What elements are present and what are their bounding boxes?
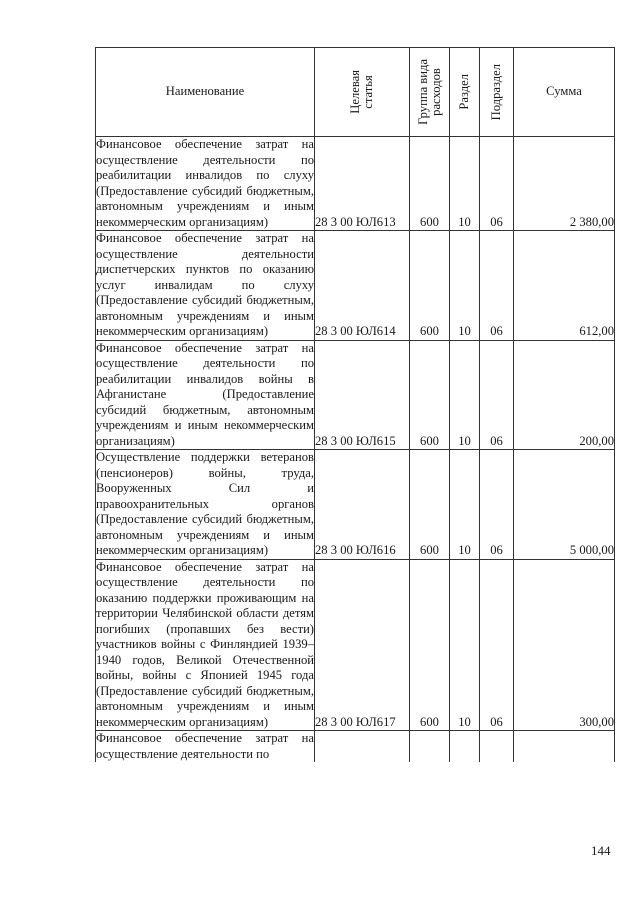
row-expense-group: 600 [410,231,450,341]
row-target-code: 28 3 00 ЮЛ617 [315,559,410,731]
table-row [96,137,615,231]
row-subsection: 06 [480,559,514,731]
row-expense-group: 600 [410,340,450,450]
row-expense-group: 600 [410,137,450,231]
table-row [96,340,615,450]
header-name: Наименование [96,48,315,137]
table-row [96,450,615,560]
row-section: 10 [450,137,480,231]
row-target-code: 28 3 00 ЮЛ614 [315,231,410,341]
row-name: Финансовое обеспечение затрат на осуществление деятельности по реабилитации инвалидов войны в Афганистане (Предоставление субсидий бюджетным, автономным учреждениям и иным некоммерческим организациям) [96,340,314,448]
row-subsection: 06 [480,340,514,450]
row-name: Финансовое обеспечение затрат на осуществление деятельности по [96,731,314,761]
row-subsection [480,731,514,763]
row-target-code: 28 3 00 ЮЛ615 [315,340,410,450]
row-expense-group: 600 [410,450,450,560]
row-subsection: 06 [480,137,514,231]
row-section: 10 [450,231,480,341]
row-sum [514,731,615,763]
header-section-cell [450,48,480,137]
budget-table [95,47,615,762]
row-name: Осуществление поддержки ветеранов (пенсионеров) войны, труда, Вооруженных Сил и правоохранительных органов (Предоставление субсидий бюджетным, автономным учреждениям и иным некоммерческим организациям) [96,450,314,557]
row-section: 10 [450,340,480,450]
row-target-code: 28 3 00 ЮЛ613 [315,137,410,231]
row-section: 10 [450,450,480,560]
table-row [96,231,615,341]
row-section [450,731,480,763]
row-sum: 2 380,00 [514,137,615,231]
header-subsection: Подраздел [489,63,503,121]
table-row [96,559,615,731]
header-expense-group-cell [410,48,450,137]
header-target-cell [315,48,410,137]
header-expense-group: Группа вида расходов [415,59,443,125]
row-subsection: 06 [480,231,514,341]
row-name: Финансовое обеспечение затрат на осуществление деятельности диспетчерских пунктов по оказанию услуг инвалидам по слуху (Предоставление субсидий бюджетным, автономным учреждениям и иным некоммерческим организациям) [96,231,314,338]
row-section: 10 [450,559,480,731]
row-target-code [315,731,410,763]
row-target-code: 28 3 00 ЮЛ616 [315,450,410,560]
header-sum: Сумма [514,48,615,137]
page-number: 144 [591,843,611,858]
row-name: Финансовое обеспечение затрат на осуществление деятельности по реабилитации инвалидов по слуху (Предоставление субсидий бюджетным, автономным учреждениям и иным некоммерческим организациям) [96,137,314,229]
header-subsection-cell [480,48,514,137]
row-sum: 612,00 [514,231,615,341]
table-header-row [96,48,615,137]
row-subsection: 06 [480,450,514,560]
row-sum: 200,00 [514,340,615,450]
row-sum: 300,00 [514,559,615,731]
row-name: Финансовое обеспечение затрат на осуществление деятельности по оказанию поддержки проживающим на территории Челябинской области детям погибших (пропавших без вести) участников войны с Финляндией 1939–1940 годов, Великой Отечественной войны, войны с Японией 1945 года (Предоставление субсидий бюджетным, автономным учреждениям и иным некоммерческим организациям) [96,559,314,729]
row-expense-group [410,731,450,763]
header-section: Раздел [457,74,471,110]
row-sum: 5 000,00 [514,450,615,560]
row-expense-group: 600 [410,559,450,731]
table-row-continued [96,731,615,763]
header-target: Целевая статья [348,70,375,114]
